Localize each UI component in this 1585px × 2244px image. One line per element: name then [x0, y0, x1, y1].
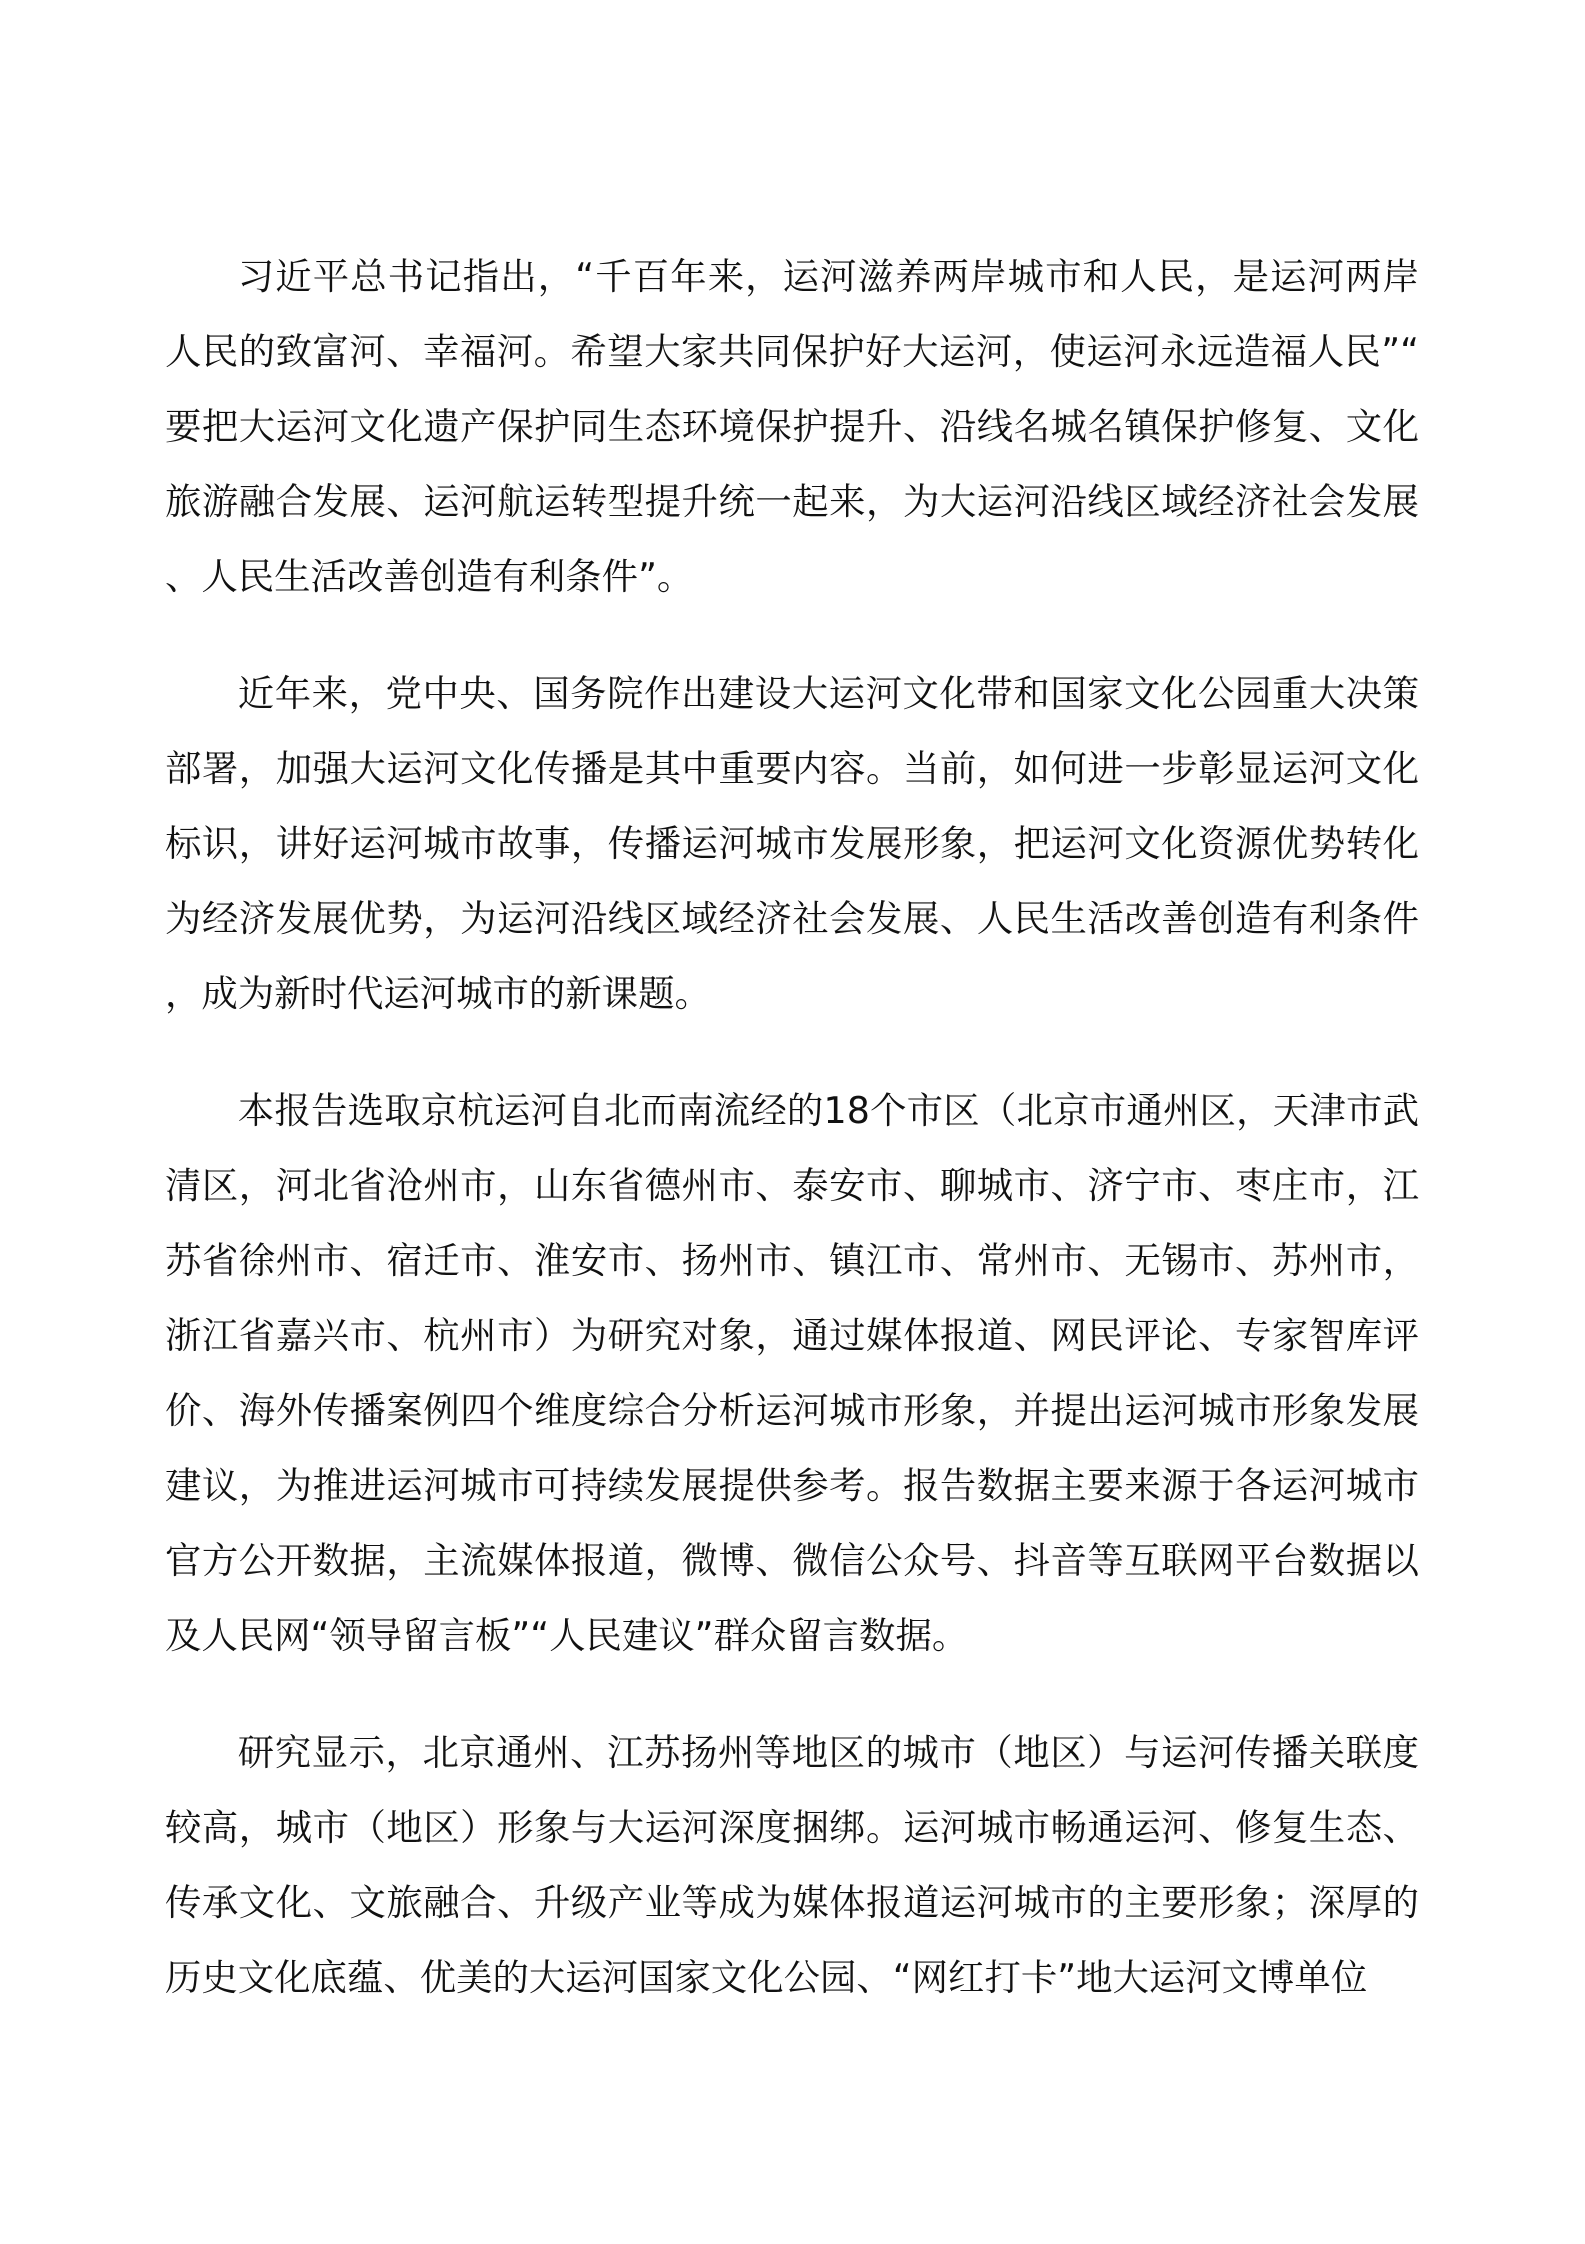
paragraph-2: 近年来，党中央、国务院作出建设大运河文化带和国家文化公园重大决策部署，加强大运河文化传播是其中重要内容。当前，如何进一步彰显运河文化标识，讲好运河城市故事，传播运河城市发展形象，把运河文化资源优势转化为经济发展优势，为运河沿线区域经济社会发展、人民生活改善创造有利条件，成为新时代运河城市的新课题。 — [165, 672, 1419, 1015]
paragraph-1: 习近平总书记指出，“千百年来，运河滋养两岸城市和人民，是运河两岸人民的致富河、幸福河。希望大家共同保护好大运河，使运河永远造福人民”“要把大运河文化遗产保护同生态环境保护提升、沿线名城名镇保护修复、文化旅游融合发展、运河航运转型提升统一起来，为大运河沿线区域经济社会发展、人民生活改善创造有利条件”。 — [165, 255, 1419, 598]
paragraph-4: 研究显示，北京通州、江苏扬州等地区的城市（地区）与运河传播关联度较高，城市（地区）形象与大运河深度捆绑。运河城市畅通运河、修复生态、传承文化、文旅融合、升级产业等成为媒体报道运河城市的主要形象；深厚的历史文化底蕴、优美的大运河国家文化公园、“网红打卡”地大运河文博单位 — [165, 1731, 1419, 1999]
paragraph-3: 本报告选取京杭运河自北而南流经的18个市区（北京市通州区，天津市武清区，河北省沧州市，山东省德州市、泰安市、聊城市、济宁市、枣庄市，江苏省徐州市、宿迁市、淮安市、扬州市、镇江市、常州市、无锡市、苏州市，浙江省嘉兴市、杭州市）为研究对象，通过媒体报道、网民评论、专家智库评价、海外传播案例四个维度综合分析运河城市形象，并提出运河城市形象发展建议，为推进运河城市可持续发展提供参考。报告数据主要来源于各运河城市官方公开数据，主流媒体报道，微博、微信公众号、抖音等互联网平台数据以及人民网“领导留言板”“人民建议”群众留言数据。 — [165, 1089, 1419, 1657]
document-body — [165, 239, 1419, 2015]
